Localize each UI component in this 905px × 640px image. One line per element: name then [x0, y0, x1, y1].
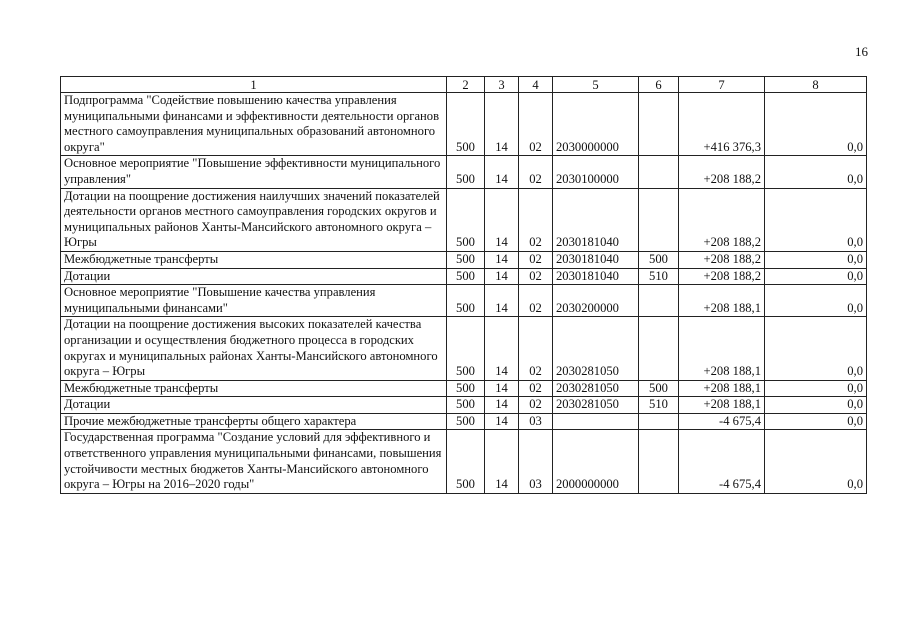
cell: 02	[519, 285, 553, 317]
column-header: 4	[519, 77, 553, 93]
amount-cell: -4 675,4	[679, 430, 765, 493]
cell	[639, 285, 679, 317]
table-row	[61, 430, 867, 493]
amount-cell: 0,0	[765, 268, 867, 285]
amount-cell: 0,0	[765, 156, 867, 188]
table-row	[61, 397, 867, 414]
item-name-cell: Дотации	[61, 268, 447, 285]
cell: 14	[485, 188, 519, 251]
cell: 500	[447, 380, 485, 397]
amount-cell: +208 188,2	[679, 156, 765, 188]
cell: 500	[447, 156, 485, 188]
cell: 14	[485, 380, 519, 397]
column-header: 1	[61, 77, 447, 93]
table-row	[61, 413, 867, 430]
cell: 500	[447, 430, 485, 493]
cell: 2030181040	[553, 268, 639, 285]
table-row	[61, 380, 867, 397]
item-name-cell: Прочие межбюджетные трансферты общего характера	[61, 413, 447, 430]
cell: 2000000000	[553, 430, 639, 493]
cell: 14	[485, 268, 519, 285]
cell: 2030200000	[553, 285, 639, 317]
cell: 02	[519, 251, 553, 268]
cell: 02	[519, 397, 553, 414]
amount-cell: 0,0	[765, 397, 867, 414]
column-header: 8	[765, 77, 867, 93]
amount-cell: +208 188,1	[679, 380, 765, 397]
amount-cell: +208 188,1	[679, 285, 765, 317]
column-header: 6	[639, 77, 679, 93]
table-row	[61, 268, 867, 285]
amount-cell: 0,0	[765, 285, 867, 317]
cell: 14	[485, 430, 519, 493]
item-name-cell: Основное мероприятие "Повышение качества управления муниципальными финансами"	[61, 285, 447, 317]
amount-cell: 0,0	[765, 93, 867, 156]
cell: 14	[485, 397, 519, 414]
cell: 02	[519, 188, 553, 251]
cell: 500	[447, 397, 485, 414]
amount-cell: +208 188,2	[679, 188, 765, 251]
amount-cell: +208 188,2	[679, 268, 765, 285]
cell: 500	[639, 380, 679, 397]
cell: 14	[485, 317, 519, 380]
table-row	[61, 251, 867, 268]
item-name-cell: Межбюджетные трансферты	[61, 251, 447, 268]
cell: 02	[519, 317, 553, 380]
cell: 02	[519, 156, 553, 188]
cell: 500	[447, 268, 485, 285]
amount-cell: 0,0	[765, 430, 867, 493]
cell	[639, 93, 679, 156]
cell	[553, 413, 639, 430]
amount-cell: +208 188,1	[679, 397, 765, 414]
amount-cell: +416 376,3	[679, 93, 765, 156]
cell: 2030281050	[553, 317, 639, 380]
amount-cell: 0,0	[765, 317, 867, 380]
budget-table	[60, 76, 867, 494]
cell: 500	[447, 413, 485, 430]
cell: 2030181040	[553, 188, 639, 251]
table-row	[61, 317, 867, 380]
page-number: 16	[855, 44, 868, 59]
item-name-cell: Основное мероприятие "Повышение эффективности муниципального управления"	[61, 156, 447, 188]
amount-cell: +208 188,1	[679, 317, 765, 380]
cell: 02	[519, 93, 553, 156]
item-name-cell: Межбюджетные трансферты	[61, 380, 447, 397]
item-name-cell: Дотации на поощрение достижения наилучших значений показателей деятельности органов местного самоуправления городских округов и муниципальных районов Ханты-Мансийского автономного округа – Югры	[61, 188, 447, 251]
table-row	[61, 188, 867, 251]
cell	[639, 188, 679, 251]
cell: 500	[447, 285, 485, 317]
column-header: 2	[447, 77, 485, 93]
amount-cell: -4 675,4	[679, 413, 765, 430]
amount-cell: 0,0	[765, 380, 867, 397]
cell: 500	[447, 93, 485, 156]
cell	[639, 413, 679, 430]
column-header: 7	[679, 77, 765, 93]
cell	[639, 317, 679, 380]
amount-cell: 0,0	[765, 188, 867, 251]
cell: 2030281050	[553, 397, 639, 414]
table-row	[61, 156, 867, 188]
cell	[639, 430, 679, 493]
item-name-cell: Дотации на поощрение достижения высоких показателей качества организации и осуществления бюджетного процесса в городских округах и муниципальных районах Ханты-Мансийского автономного округа – Югры	[61, 317, 447, 380]
item-name-cell: Государственная программа "Создание условий для эффективного и ответственного управления муниципальными финансами, повышения устойчивости местных бюджетов Ханты-Мансийского автономного округа – Югры на 2016–2020 годы"	[61, 430, 447, 493]
table-row	[61, 93, 867, 156]
amount-cell: +208 188,2	[679, 251, 765, 268]
cell: 14	[485, 413, 519, 430]
cell: 500	[447, 317, 485, 380]
table-row	[61, 285, 867, 317]
item-name-cell: Дотации	[61, 397, 447, 414]
cell: 2030000000	[553, 93, 639, 156]
amount-cell: 0,0	[765, 251, 867, 268]
cell: 510	[639, 397, 679, 414]
cell: 14	[485, 156, 519, 188]
cell: 14	[485, 251, 519, 268]
cell: 510	[639, 268, 679, 285]
cell: 2030181040	[553, 251, 639, 268]
cell: 03	[519, 413, 553, 430]
amount-cell: 0,0	[765, 413, 867, 430]
cell: 14	[485, 93, 519, 156]
cell	[639, 156, 679, 188]
cell: 500	[447, 251, 485, 268]
cell: 02	[519, 380, 553, 397]
table-header-row	[61, 77, 867, 93]
cell: 14	[485, 285, 519, 317]
cell: 500	[639, 251, 679, 268]
cell: 02	[519, 268, 553, 285]
cell: 500	[447, 188, 485, 251]
column-header: 3	[485, 77, 519, 93]
cell: 2030100000	[553, 156, 639, 188]
item-name-cell: Подпрограмма "Содействие повышению качества управления муниципальными финансами и эффективности деятельности органов местного самоуправления муниципальных образований автономного округа"	[61, 93, 447, 156]
cell: 2030281050	[553, 380, 639, 397]
column-header: 5	[553, 77, 639, 93]
cell: 03	[519, 430, 553, 493]
